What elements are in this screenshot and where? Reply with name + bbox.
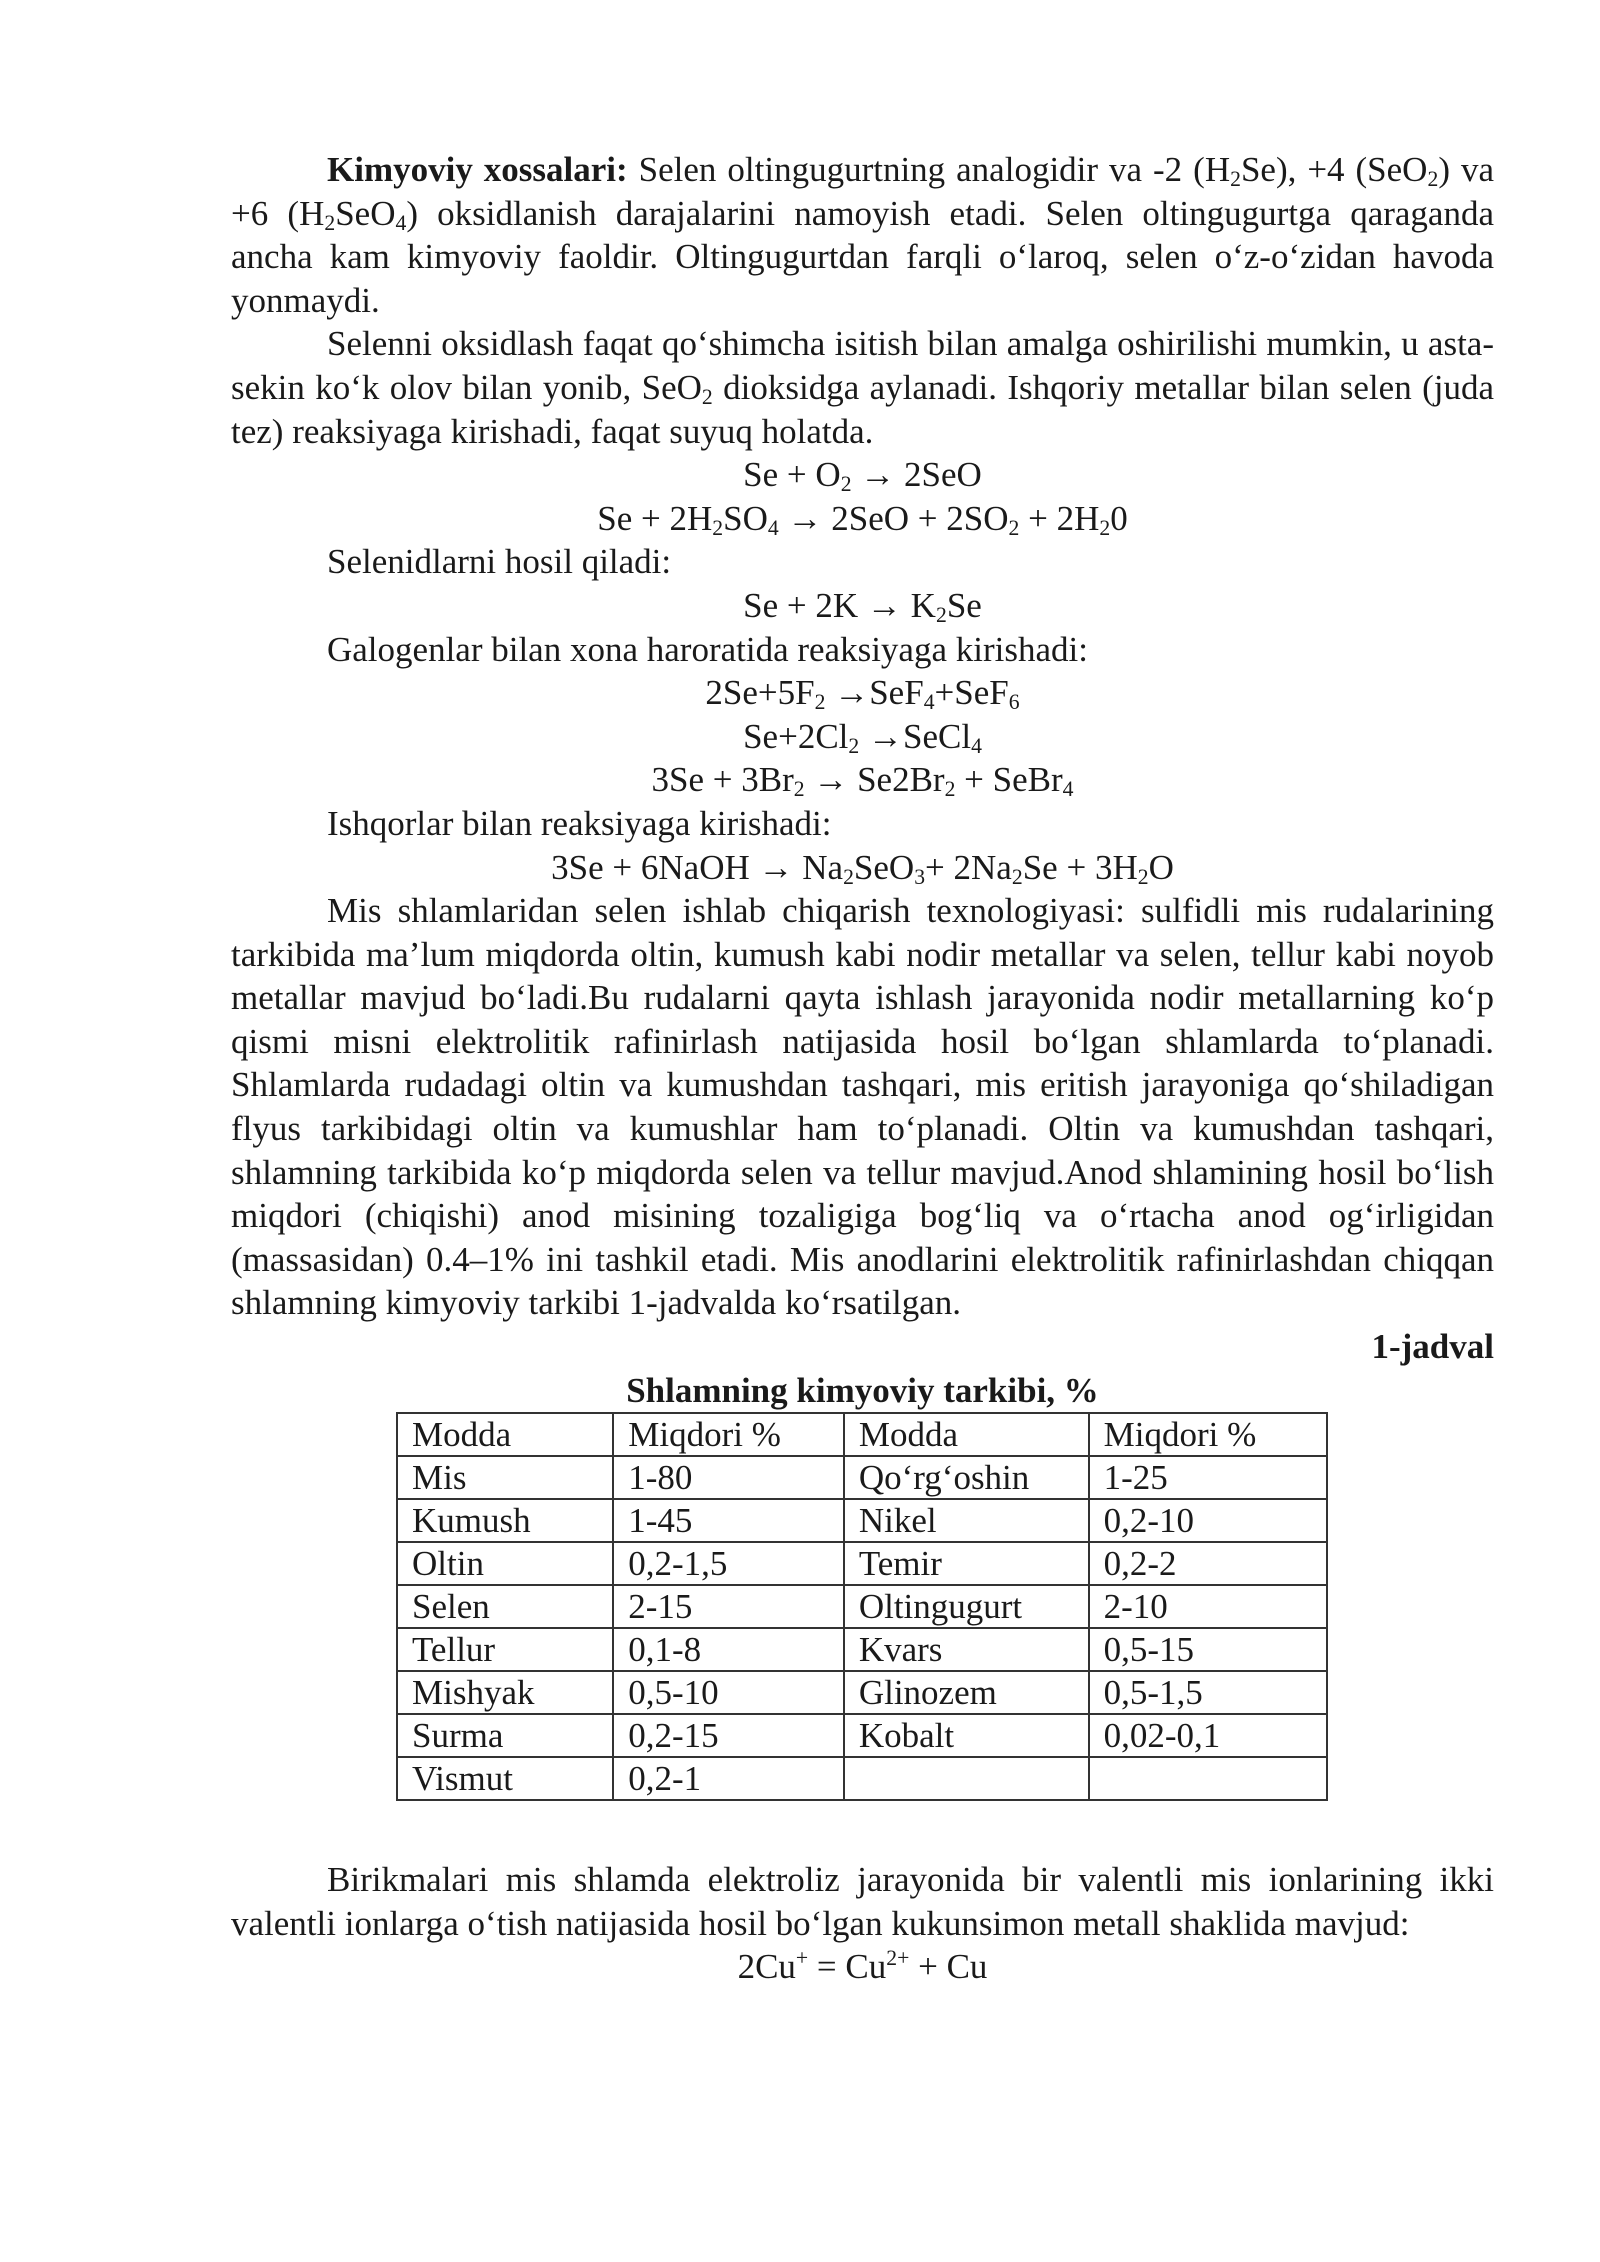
table-cell: Mis xyxy=(397,1456,613,1499)
equation-se-k: $Se + 2K \to K_2Se$ xyxy=(743,585,982,627)
table-cell: Kvars xyxy=(844,1628,1089,1671)
equation-se-f2: $2Se+5F_2 \to SeF_4+SeF_6$ xyxy=(705,673,1020,714)
equation-se-naoh: 3Se + 6NaOH → $Na_2SeO_3+ 2Na_2Se + 3H_2O$ xyxy=(551,847,1174,889)
table-cell: 2-15 xyxy=(613,1585,844,1628)
line-selenides: Selenidlarni hosil qiladi: xyxy=(327,542,672,582)
table-cell: 0,02-0,1 xyxy=(1089,1714,1327,1757)
table-cell: Qo‘rg‘oshin xyxy=(844,1456,1089,1499)
table-cell xyxy=(1089,1757,1327,1800)
table-header-row xyxy=(397,1413,1327,1456)
table-cell: 0,5-15 xyxy=(1089,1628,1327,1671)
table-row xyxy=(397,1757,1327,1800)
table-cell: 0,5-1,5 xyxy=(1089,1671,1327,1714)
document-page xyxy=(231,148,1494,1989)
table-cell: 0,2-1 xyxy=(613,1757,844,1800)
table-header-cell: Modda xyxy=(397,1413,613,1456)
table-header-cell: Modda xyxy=(844,1413,1089,1456)
table-cell: 0,2-1,5 xyxy=(613,1542,844,1585)
table-cell: Nikel xyxy=(844,1499,1089,1542)
table-cell: Vismut xyxy=(397,1757,613,1800)
paragraph-oxidation: Selenni oksidlash faqat qo‘shimcha isitish bilan amalga oshirilishi mumkin, u asta-sekin ko‘k olov bilan yonib, SeO$_2$ dioksidga aylanadi. Ishqoriy metallar bilan selen (juda tez) reaksiyaga kirishadi, faqat suyuq holatda. xyxy=(231,324,1494,451)
equation-cu-disproportionation: $2Cu^+ = Cu^{2+} + Cu$ xyxy=(737,1946,988,1987)
table-cell: Surma xyxy=(397,1714,613,1757)
table-title: Shlamning kimyoviy tarkibi, % xyxy=(626,1370,1099,1410)
table-row xyxy=(397,1671,1327,1714)
table-cell: 0,1-8 xyxy=(613,1628,844,1671)
table-cell xyxy=(844,1757,1089,1800)
line-halogens: Galogenlar bilan xona haroratida reaksiyaga kirishadi: xyxy=(327,629,1088,669)
table-cell: 0,2-10 xyxy=(1089,1499,1327,1542)
table-cell: 1-45 xyxy=(613,1499,844,1542)
table-cell: Kumush xyxy=(397,1499,613,1542)
table-cell: Mishyak xyxy=(397,1671,613,1714)
table-cell: 2-10 xyxy=(1089,1585,1327,1628)
paragraph-chemical-properties: Kimyoviy xossalari: Selen oltingugurtning analogidir va -2 $(H_2Se)$, +4 (SeO$_2$) va +6 $(H_2SeO_4)$ oksidlanish darajalarini namoyish etadi. Selen oltingugurtga qaraganda ancha kam kimyoviy faoldir. Oltingugurtdan farqli o‘laroq, selen o‘z-o‘zidan havoda yonmaydi. xyxy=(231,150,1494,320)
table-cell: Glinozem xyxy=(844,1671,1089,1714)
table-cell: Kobalt xyxy=(844,1714,1089,1757)
table-row xyxy=(397,1585,1327,1628)
equation-se-o2: $Se + O_2 \to 2SeO$ xyxy=(743,455,982,496)
section-label: Kimyoviy xossalari: xyxy=(327,150,628,189)
table-cell: Oltingugurt xyxy=(844,1585,1089,1628)
table-cell: Temir xyxy=(844,1542,1089,1585)
table-cell: Oltin xyxy=(397,1542,613,1585)
table-header-cell: Miqdori % xyxy=(613,1413,844,1456)
composition-table xyxy=(396,1412,1328,1801)
table-row xyxy=(397,1456,1327,1499)
table-row xyxy=(397,1499,1327,1542)
table-cell: Selen xyxy=(397,1585,613,1628)
equation-se-br2: $3Se + 3Br_2 \to Se2Br_2$ + SeBr$_4$ xyxy=(651,760,1074,802)
table-header-cell: Miqdori % xyxy=(1089,1413,1327,1456)
table-label: 1-jadval xyxy=(1371,1327,1494,1367)
table-row xyxy=(397,1542,1327,1585)
paragraph-compounds: Birikmalari mis shlamda elektroliz jarayonida bir valentli mis ionlarining ikki valentli ionlarga o‘tish natijasida hosil bo‘lgan kukunsimon metall shaklida mavjud: xyxy=(231,1860,1494,1943)
table-cell: 1-25 xyxy=(1089,1456,1327,1499)
spacer xyxy=(231,1801,1494,1858)
table-cell: 0,5-10 xyxy=(613,1671,844,1714)
table-row xyxy=(397,1628,1327,1671)
paragraph-technology: Mis shlamlaridan selen ishlab chiqarish texnologiyasi: sulfidli mis rudalarining tarkibida ma’lum miqdorda oltin, kumush kabi nodir metallar va selen, tellur kabi noyob metallar mavjud bo‘ladi.Bu rudalarni qayta ishlash jarayonida nodir metallarning ko‘p qismi misni elektrolitik rafinirlash natijasida hosil bo‘lgan shlamlarda to‘planadi. Shlamlarda rudadagi oltin va kumushdan tashqari, mis eritish jarayoniga qo‘shiladigan flyus tarkibidagi oltin va kumushlar ham to‘planadi. Oltin va kumushdan tashqari, shlamning tarkibida ko‘p miqdorda selen va tellur mavjud.Anod shlamining hosil bo‘lish miqdori (chiqishi) anod misining tozaligiga bog‘liq va o‘rtacha anod og‘irligidan (massasidan) 0.4–1% ini tashkil etadi. Mis anodlarini elektrolitik rafinirlashdan chiqqan shlamning kimyoviy tarkibi 1-jadvalda ko‘rsatilgan. xyxy=(231,891,1494,1323)
line-alkalis: Ishqorlar bilan reaksiyaga kirishadi: xyxy=(327,803,832,843)
equation-se-cl2: $Se+2Cl_2$ →SeCl$_4$ xyxy=(743,716,982,758)
equation-se-h2so4: $Se + 2H_2SO_4 \to 2SeO + 2SO_2 + 2H_20$ xyxy=(597,498,1128,540)
table-row xyxy=(397,1714,1327,1757)
table-cell: 0,2-2 xyxy=(1089,1542,1327,1585)
table-cell: 0,2-15 xyxy=(613,1714,844,1757)
table-cell: 1-80 xyxy=(613,1456,844,1499)
table-cell: Tellur xyxy=(397,1628,613,1671)
